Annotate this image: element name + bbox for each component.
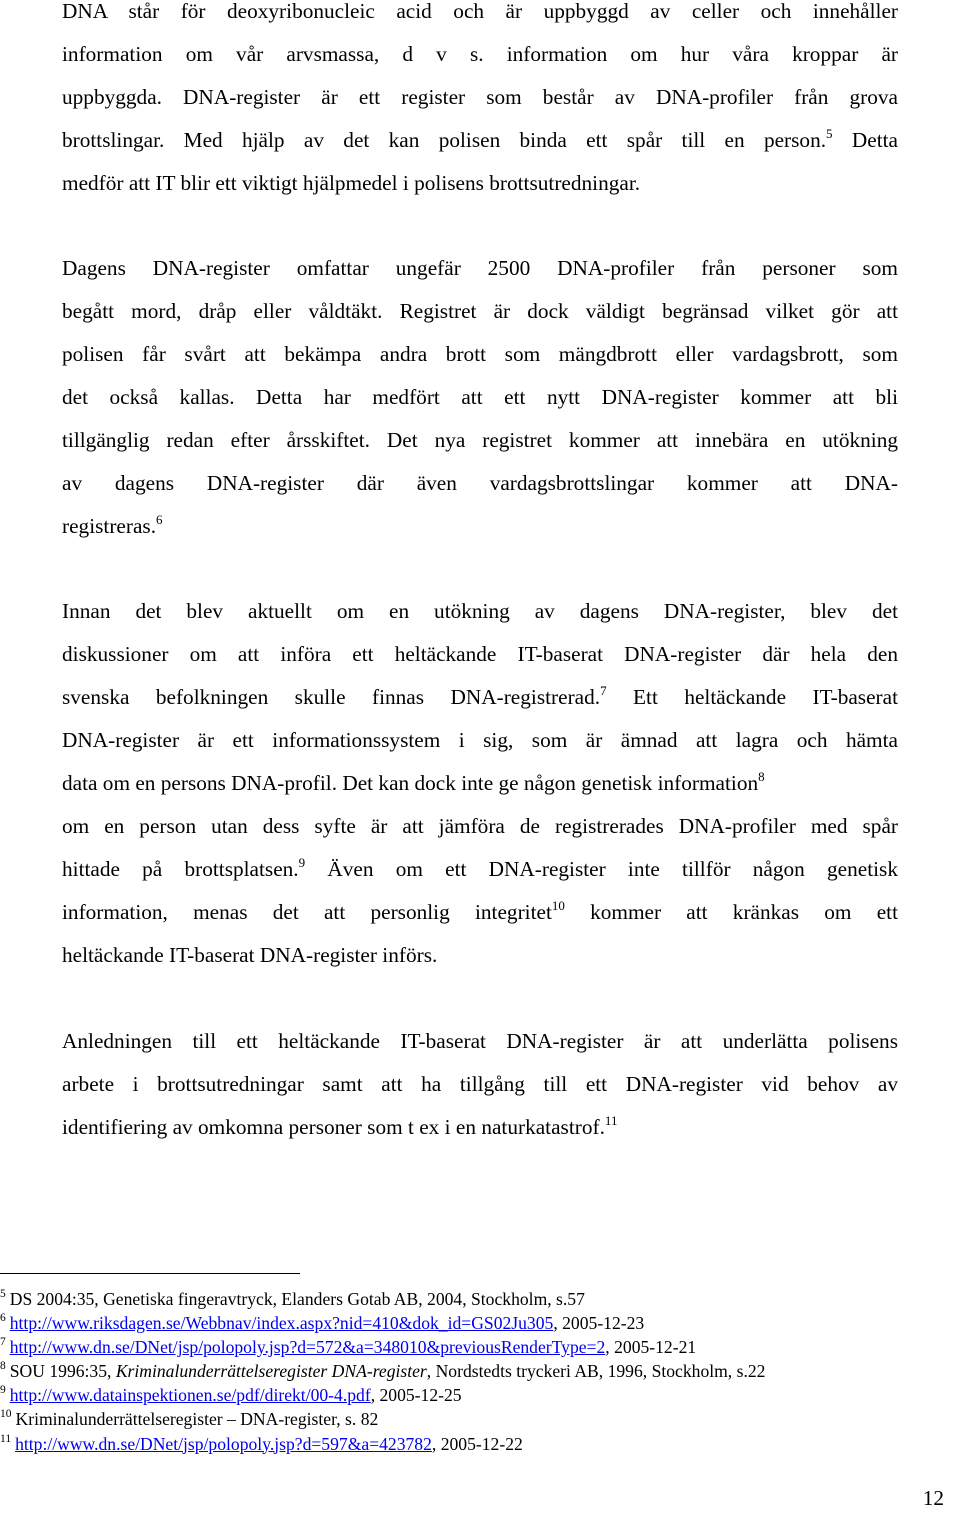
- footnote-text: , 2005-12-23: [553, 1313, 645, 1334]
- text-line: [62, 848, 898, 891]
- text-line: arbete i brottsutredningar samt att ha tillgång till ett DNA-register vid behov av: [62, 1072, 898, 1096]
- text-run: kommer att kränkas om ett: [590, 900, 898, 924]
- footnote-8: [0, 1359, 940, 1383]
- text-line: DNA-register är ett informationssystem i sig, som är ämnad att lagra och hämta: [62, 728, 898, 752]
- footnote-link[interactable]: http://www.dn.se/DNet/jsp/polopoly.jsp?d=597&a=423782: [15, 1433, 432, 1454]
- paragraph-3: [62, 590, 898, 977]
- footnote-text: Kriminalunderrättelseregister – DNA-register, s. 82: [15, 1409, 379, 1430]
- footnote-10: [0, 1407, 940, 1431]
- footnotes: [0, 1287, 940, 1456]
- text-run: information, menas det att personlig integritet: [62, 900, 552, 924]
- text-line: Anledningen till ett heltäckande IT-baserat DNA-register är att underlätta polisens: [62, 1029, 898, 1053]
- footnote-text: , Nordstedts tryckeri AB, 1996, Stockholm, s.22: [426, 1361, 766, 1382]
- text-run: svenska befolkningen skulle finnas DNA-registrerad.: [62, 685, 601, 709]
- footnote-number: 5: [0, 1288, 6, 1300]
- footnote-ref-8[interactable]: 8: [758, 769, 765, 784]
- footnote-number: 9: [0, 1384, 6, 1397]
- footnote-5: [0, 1287, 940, 1311]
- footnote-number: 11: [0, 1432, 12, 1445]
- text-line: [62, 1106, 898, 1149]
- text-line: om en person utan dess syfte är att jämföra de registrerades DNA-profiler med spår: [62, 814, 898, 838]
- text-line: diskussioner om att införa ett heltäckande IT-baserat DNA-register där hela den: [62, 642, 898, 666]
- footnote-number: 8: [0, 1360, 6, 1373]
- footnote-text: , 2005-12-21: [605, 1337, 697, 1358]
- footnote-ref-7[interactable]: 7: [600, 683, 607, 698]
- footnote-number: 6: [0, 1312, 6, 1325]
- text-run: registreras.: [62, 514, 157, 538]
- page-number: 12: [922, 1486, 944, 1510]
- text-run: Ett heltäckande IT-baserat: [633, 685, 899, 709]
- text-line: begått mord, dråp eller våldtäkt. Registret är dock väldigt begränsad vilket gör att: [62, 299, 898, 323]
- footnote-ref-9[interactable]: 9: [298, 855, 306, 870]
- text-line: information om vår arvsmassa, d v s. information om hur våra kroppar är: [62, 42, 898, 66]
- text-line: [62, 119, 898, 162]
- text-run: Detta: [851, 128, 898, 152]
- footnote-separator: [0, 1273, 300, 1274]
- text-line: [62, 762, 898, 805]
- footnote-title: Kriminalunderrättelseregister DNA-register: [115, 1361, 427, 1382]
- paragraph-1: [62, 0, 898, 205]
- footnote-ref-11[interactable]: 11: [604, 1113, 618, 1128]
- text-line: det också kallas. Detta har medfört att ett nytt DNA-register kommer att bli: [62, 385, 898, 409]
- text-line: av dagens DNA-register där även vardagsbrottslingar kommer att DNA-: [62, 471, 898, 495]
- text-line: [62, 891, 898, 934]
- text-line: [62, 505, 898, 548]
- footnote-text: , 2005-12-25: [370, 1385, 462, 1406]
- text-line: medför att IT blir ett viktigt hjälpmedel i polisens brottsutredningar.: [62, 171, 641, 195]
- footnote-ref-6[interactable]: 6: [156, 512, 163, 527]
- text-line: uppbyggda. DNA-register är ett register som består av DNA-profiler från grova: [62, 85, 898, 109]
- text-line: Dagens DNA-register omfattar ungefär 2500 DNA-profiler från personer som: [62, 256, 898, 280]
- footnote-link[interactable]: http://www.datainspektionen.se/pdf/direkt/00-4.pdf: [9, 1385, 371, 1406]
- footnote-11: [0, 1432, 940, 1456]
- footnote-text: SOU 1996:35,: [9, 1361, 116, 1382]
- footnote-text: DS 2004:35, Genetiska fingeravtryck, Elanders Gotab AB, 2004, Stockholm, s.57: [9, 1289, 585, 1309]
- text-line: [62, 676, 898, 719]
- text-run: Även om ett DNA-register inte tillför någon genetisk: [327, 857, 898, 881]
- text-line: polisen får svårt att bekämpa andra brott som mängdbrott eller vardagsbrott, som: [62, 342, 898, 366]
- paragraph-4: [62, 1020, 898, 1149]
- footnote-6: [0, 1311, 940, 1335]
- footnote-ref-10[interactable]: 10: [551, 898, 565, 913]
- text-run: brottslingar. Med hjälp av det kan polisen binda ett spår till en person.: [62, 128, 827, 152]
- footnote-9: [0, 1383, 940, 1407]
- text-line: tillgänglig redan efter årsskiftet. Det nya registret kommer att innebära en utökning: [62, 428, 898, 452]
- text-run: hittade på brottsplatsen.: [62, 857, 299, 881]
- footnote-ref-5[interactable]: 5: [826, 126, 833, 141]
- text-line: Innan det blev aktuellt om en utökning av dagens DNA-register, blev det: [62, 599, 898, 623]
- text-run: identifiering av omkomna personer som t ex i en naturkatastrof.: [62, 1115, 605, 1139]
- footnote-number: 7: [0, 1336, 6, 1349]
- footnote-7: [0, 1335, 940, 1359]
- text-line: DNA står för deoxyribonucleic acid och är uppbyggd av celler och innehåller: [62, 0, 898, 23]
- footnote-text: , 2005-12-22: [431, 1433, 523, 1454]
- paragraph-2: [62, 247, 898, 548]
- footnote-link[interactable]: http://www.riksdagen.se/Webbnav/index.aspx?nid=410&dok_id=GS02Ju305: [9, 1313, 554, 1334]
- footnote-link[interactable]: http://www.dn.se/DNet/jsp/polopoly.jsp?d=572&a=348010&previousRenderType=2: [9, 1337, 606, 1358]
- text-line: heltäckande IT-baserat DNA-register införs.: [62, 943, 438, 967]
- footnote-number: 10: [0, 1408, 12, 1421]
- text-run: data om en persons DNA-profil. Det kan dock inte ge någon genetisk information: [62, 771, 759, 795]
